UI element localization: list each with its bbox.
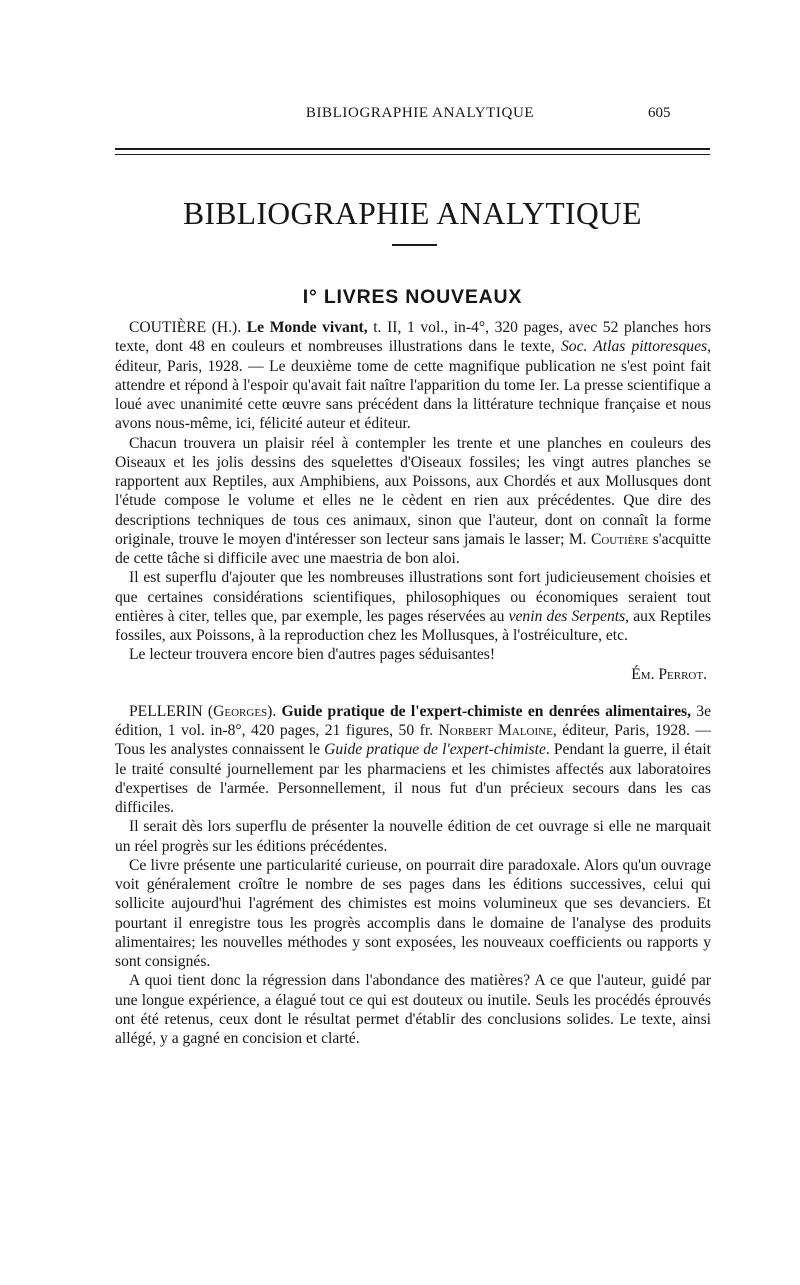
publisher-series: Soc. Atlas pittoresques: [560, 338, 708, 356]
review-paragraph: Chacun trouvera un plaisir réel à contempler les trente et une planches en couleurs des Oiseaux et les jolis dessins des squelettes d'Oiseaux fossiles; les vingt autres planches se rapportent aux Reptiles, aux Amphibiens, aux Poissons, aux Chordés et aux Mollusques dont l'étude compose le volume et elles ne le cèdent en rien aux précédentes. Que dire des descriptions techniques de tous ces animaux, sinon que l'auteur, dont on connaît la forme originale, trouve le moyen d'intéresser son lecteur sans jamais le lasser; M. Coutière s'acquitte de cette tâche si difficile avec une maestria de bon aloi.: [115, 434, 711, 567]
review-paragraph: Il est superflu d'ajouter que les nombreuses illustrations sont fort judicieusement choisies et que certaines considérations scientifiques, philosophiques ou économiques seraient tout entières à citer, telles que, par exemple, les pages réservées au venin des Serpents, aux Reptiles fossiles, aux Poissons, à la reproduction chez les Mollusques, à l'ostréiculture, etc.: [115, 569, 712, 644]
title-underline: [392, 244, 437, 246]
header-rule-thick: [115, 148, 710, 150]
header-rule-thin: [115, 154, 710, 155]
section-heading: I° LIVRES NOUVEAUX: [302, 286, 523, 308]
review-paragraph: Il serait dès lors superflu de présenter la nouvelle édition de cet ouvrage si elle ne marquait un réel progrès sur les éditions précédentes.: [115, 818, 711, 855]
author-first-name: Georges: [213, 702, 268, 720]
review-coutiere: [115, 318, 711, 684]
article-body: [115, 318, 711, 1048]
review-separator: [115, 684, 711, 702]
running-title: BIBLIOGRAPHIE ANALYTIQUE: [305, 105, 535, 121]
review-paragraph: Le lecteur trouvera encore bien d'autres pages séduisantes!: [129, 646, 496, 664]
review-paragraph: COUTIÈRE (H.). Le Monde vivant, t. II, 1 vol., in-4°, 320 pages, avec 52 planches hors texte, dont 48 en couleurs et nombreuses illustrations dans le texte, Soc. Atlas pittoresques, éditeur, Paris, 1928. — Le deuxième tome de cette magnifique publication ne s'est point fait attendre et répond à l'espoir qu'avait fait naître l'apparition du tome Ier. La presse scientifique a loué avec unanimité cette œuvre sans précédent dans la littérature technique française et nous avons nous-même, ici, félicité auteur et éditeur.: [115, 319, 712, 433]
running-header: [0, 105, 800, 135]
review-pellerin: [115, 702, 711, 1049]
publisher-name: Norbert Maloine: [438, 722, 553, 739]
italic-phrase: venin des Serpents: [508, 607, 626, 625]
author-name: Coutière: [590, 530, 649, 548]
review-paragraph: A quoi tient donc la régression dans l'abondance des matières? A ce que l'auteur, guidé par une longue expérience, a élagué tout ce qui est douteux ou inutile. Seuls les procédés éprouvés ont été retenus, ceux dont le résultat permet d'établir des conclusions solides. Le texte, ainsi allégé, y a gagné en concision et clarté.: [115, 972, 711, 1047]
page-title: BIBLIOGRAPHIE ANALYTIQUE: [183, 196, 642, 231]
page-number: 605: [648, 105, 671, 121]
review-author: COUTIÈRE (H.).: [129, 319, 242, 336]
review-paragraph: PELLERIN (Georges). Guide pratique de l'expert-chimiste en denrées alimentaires, 3e édition, 1 vol. in-8°, 420 pages, 21 figures, 50 fr. Norbert Maloine, éditeur, Paris, 1928. — Tous les analystes connaissent le Guide pratique de l'expert-chimiste. Pendant la guerre, il était le traité consulté journellement par les pharmaciens et les chimistes affectés aux laboratoires d'expertises de l'armée. Personnellement, il nous fut d'un précieux secours dans les cas difficiles.: [115, 702, 711, 816]
review-signature: Ém. Perrot.: [631, 665, 707, 683]
book-title: Le Monde vivant,: [246, 319, 368, 336]
review-paragraph: Ce livre présente une particularité curieuse, on pourrait dire paradoxale. Alors qu'un ouvrage voit généralement croître le nombre de ses pages dans les éditions successives, celui qui sollicite aujourd'hui l'agrément des chimistes est moins volumineux que ses devanciers. Et pourtant il enregistre tous les progrès accomplis dans le domaine de l'analyse des produits alimentaires; les nouvelles méthodes y sont exposées, les nouveaux coefficients ou rapports y sont consignés.: [115, 856, 711, 970]
book-title: Guide pratique de l'expert-chimiste en denrées alimentaires,: [281, 702, 691, 720]
italic-book-title: Guide pratique de l'expert-chimiste: [324, 741, 546, 759]
